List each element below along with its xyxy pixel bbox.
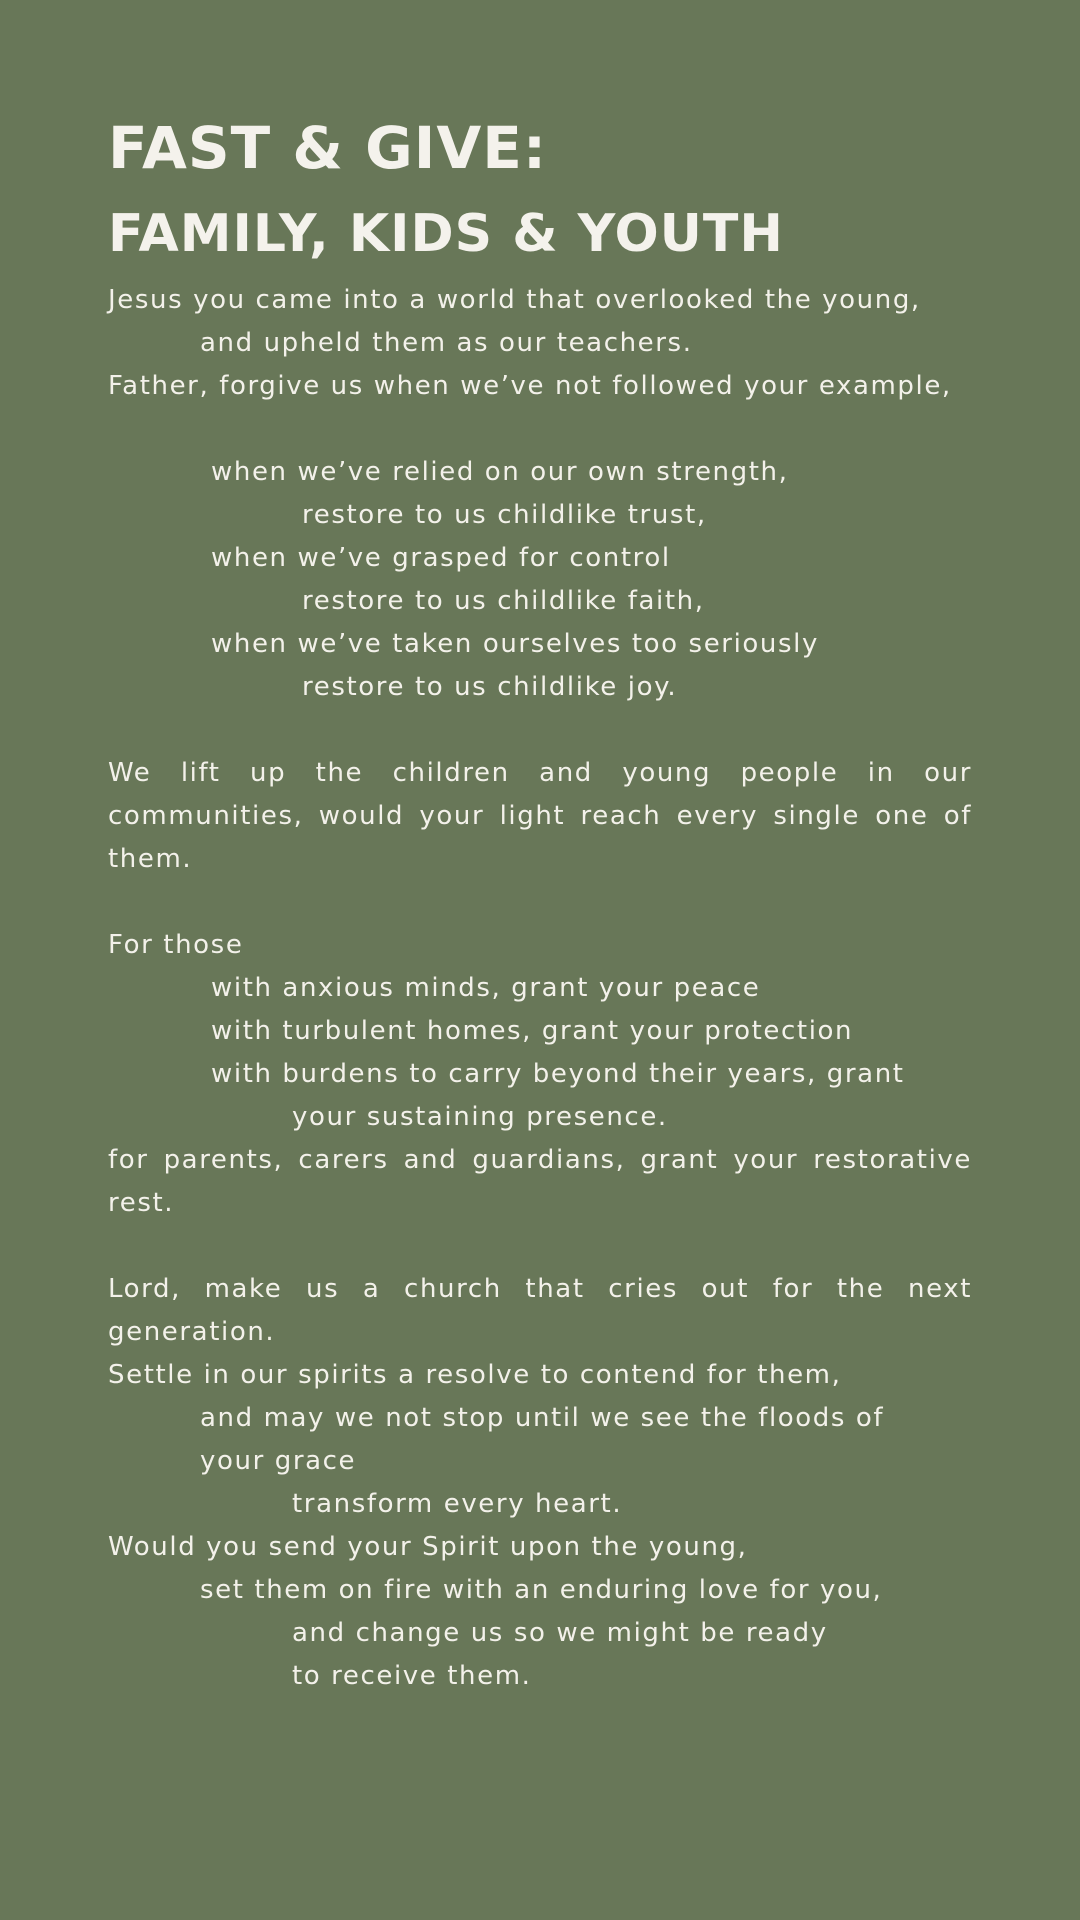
prayer-line: restore to us childlike joy. xyxy=(302,672,678,702)
paragraph-gap xyxy=(108,709,972,752)
prayer-line: and change us so we might be ready xyxy=(292,1618,828,1648)
prayer-text xyxy=(108,279,972,1698)
prayer-line: your grace xyxy=(200,1446,357,1476)
prayer-line: with burdens to carry beyond their years, grant xyxy=(211,1059,905,1089)
prayer-line: transform every heart. xyxy=(292,1489,623,1519)
prayer-line: and may we not stop until we see the floods of xyxy=(200,1403,885,1433)
page-subtitle: FAMILY, KIDS & YOUTH xyxy=(108,204,784,264)
prayer-line: and upheld them as our teachers. xyxy=(200,328,693,358)
prayer-paragraph: Lord, make us a church that cries out for the next generation. xyxy=(108,1274,972,1347)
prayer-line: restore to us childlike trust, xyxy=(302,500,707,530)
paragraph-gap xyxy=(108,1225,972,1268)
prayer-line: Jesus you came into a world that overlooked the young, xyxy=(108,285,921,315)
prayer-line: with anxious minds, grant your peace xyxy=(211,973,761,1003)
paragraph-gap xyxy=(108,408,972,451)
prayer-paragraph: We lift up the children and young people in our communities, would your light reach every single one of them. xyxy=(108,758,972,874)
prayer-line: restore to us childlike faith, xyxy=(302,586,705,616)
prayer-line: to receive them. xyxy=(292,1661,532,1691)
prayer-paragraph: Father, forgive us when we’ve not followed your example, xyxy=(108,371,952,401)
prayer-line: when we’ve grasped for control xyxy=(211,543,671,573)
page-title: FAST & GIVE: xyxy=(108,114,548,182)
paragraph-gap xyxy=(108,881,972,924)
prayer-line: with turbulent homes, grant your protection xyxy=(211,1016,854,1046)
prayer-paragraph: for parents, carers and guardians, grant your restorative rest. xyxy=(108,1145,972,1218)
prayer-line: Settle in our spirits a resolve to contend for them, xyxy=(108,1360,842,1390)
prayer-line: your sustaining presence. xyxy=(292,1102,668,1132)
prayer-line: set them on fire with an enduring love for you, xyxy=(200,1575,883,1605)
prayer-line: Would you send your Spirit upon the young, xyxy=(108,1532,748,1562)
prayer-line: For those xyxy=(108,930,244,960)
prayer-line: when we’ve relied on our own strength, xyxy=(211,457,789,487)
prayer-line: when we’ve taken ourselves too seriously xyxy=(211,629,819,659)
